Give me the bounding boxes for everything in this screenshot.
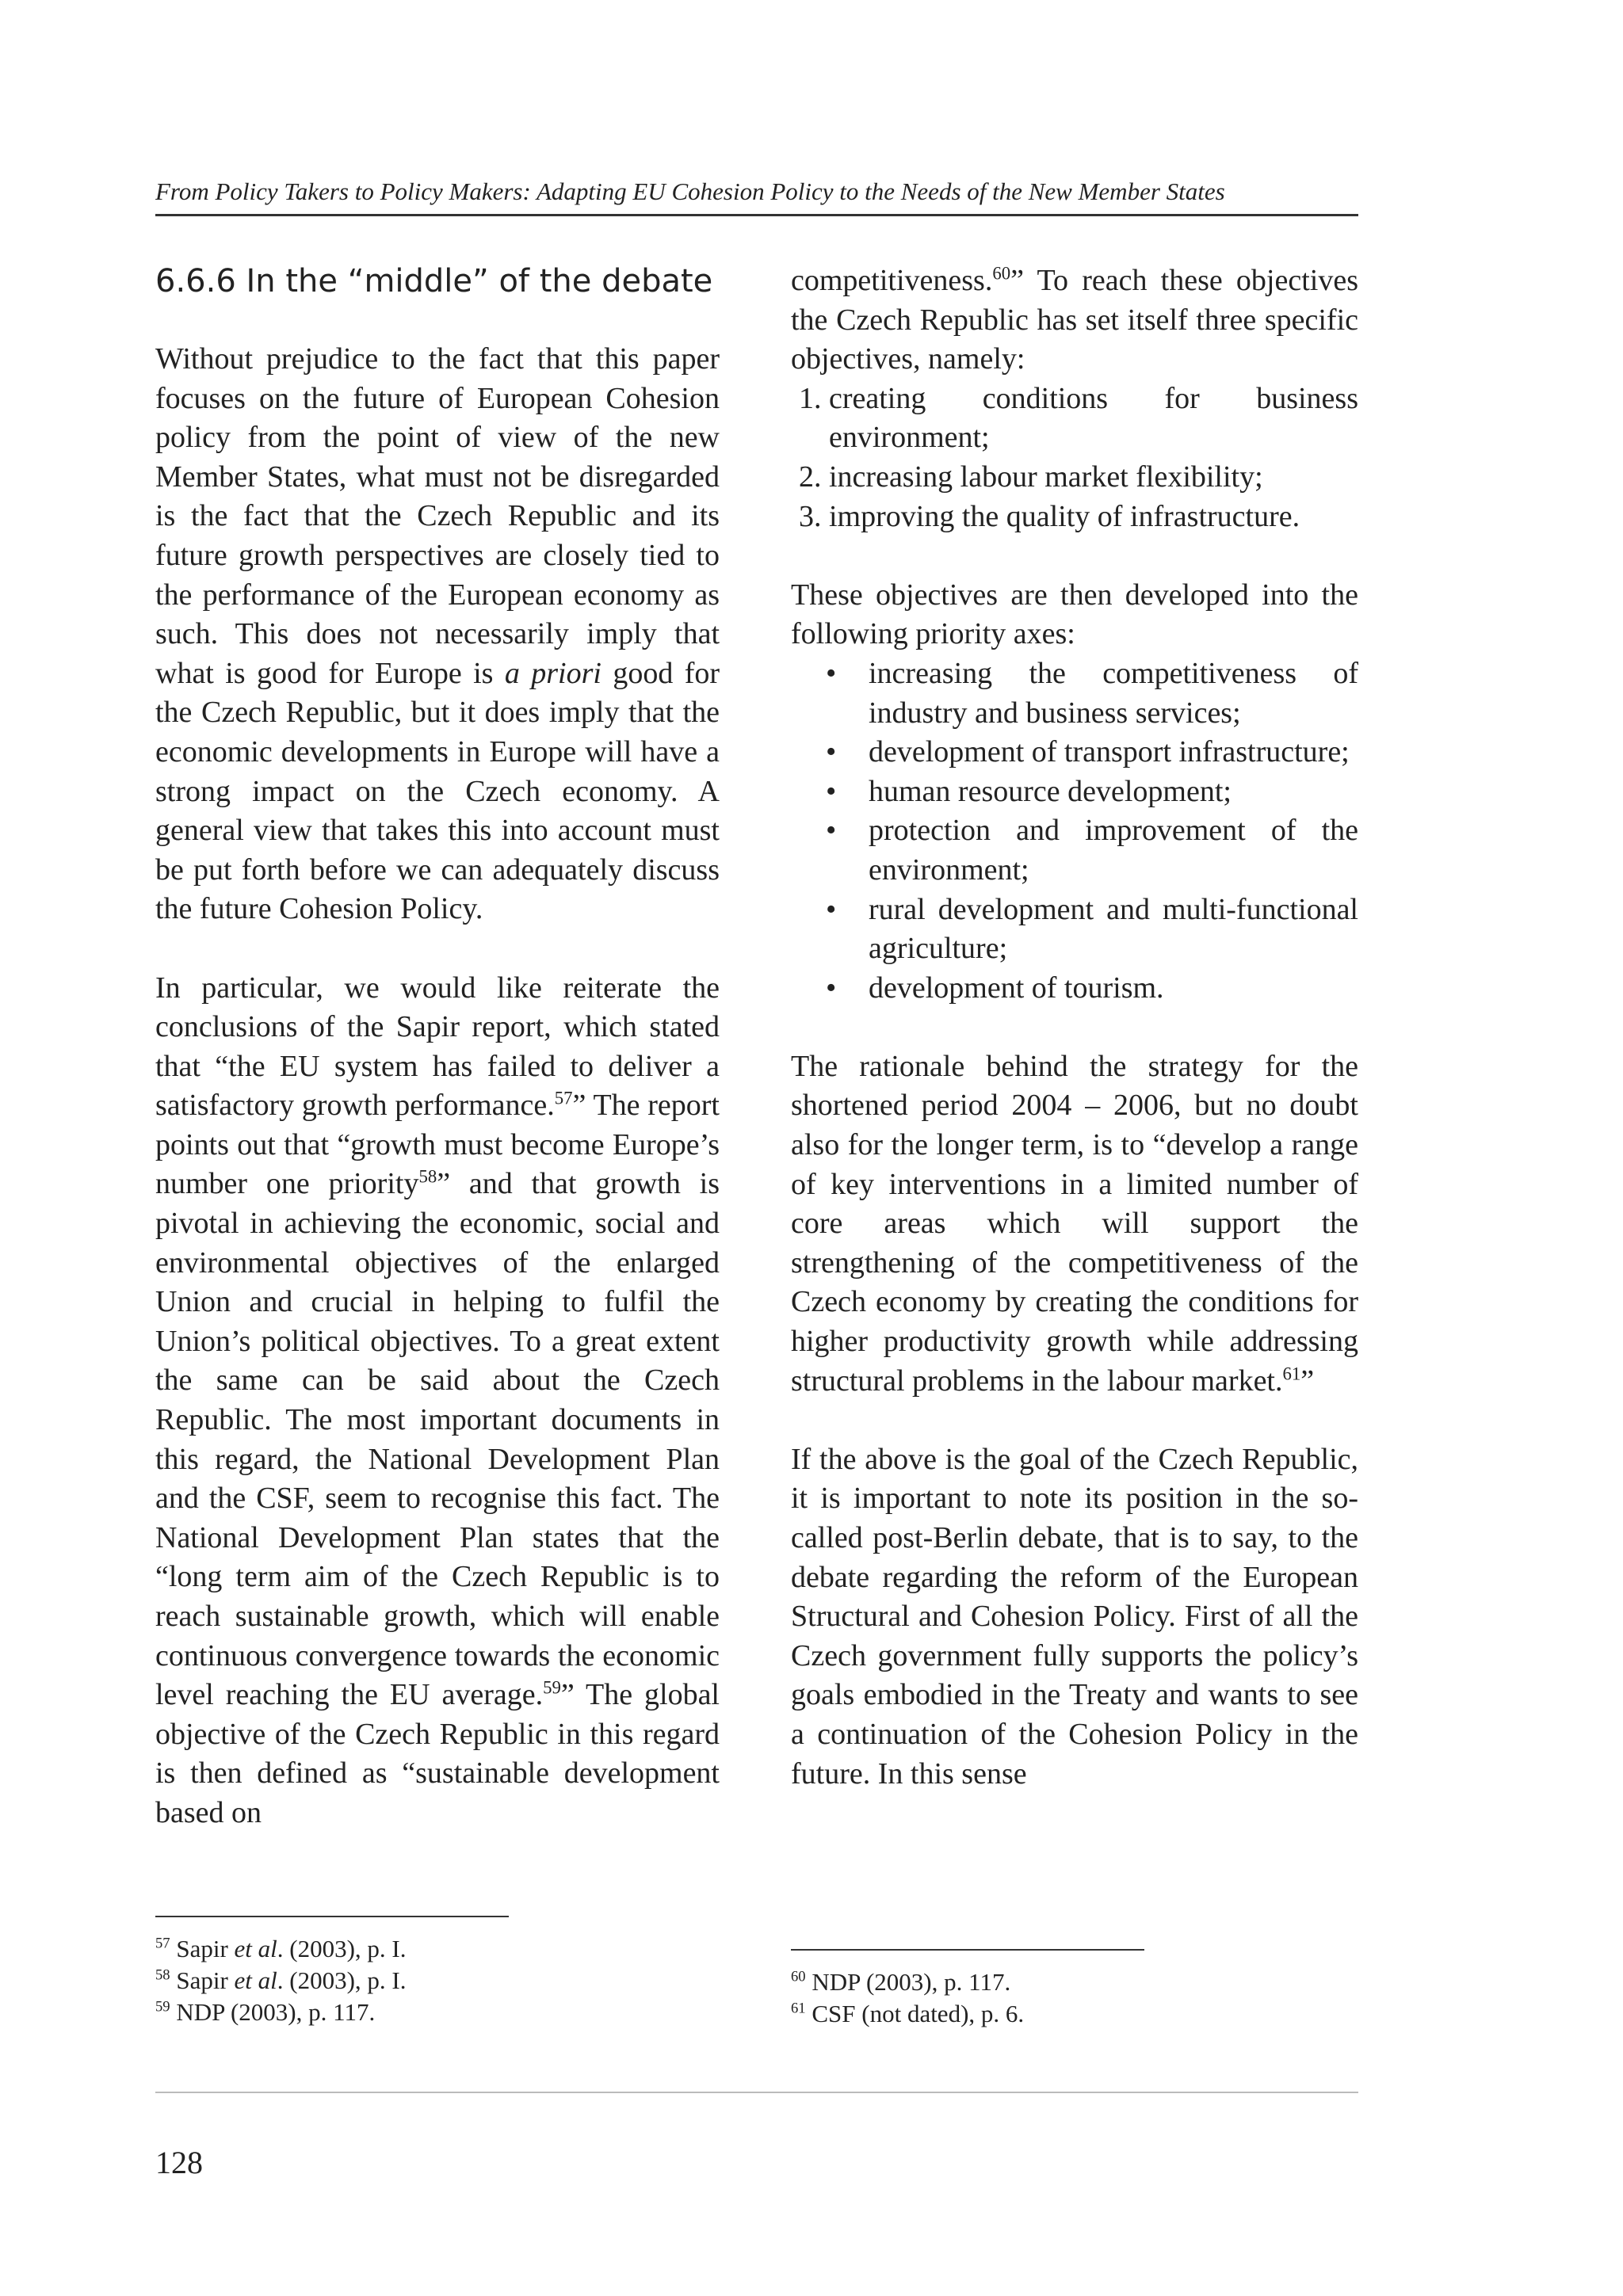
running-header: From Policy Takers to Policy Makers: Adapting EU Cohesion Policy to the Needs of the New Member States xyxy=(155,174,1358,216)
paragraph: The rationale behind the strategy for the shortened period 2004 – 2006, but no doubt also for the longer term, is to “develop a range of key interventions in a limited number of core areas which will support the strengthening of the competitiveness of the Czech economy by creating the conditions for higher productivity growth while addressing structural problems in the labour market.$^{61}$” xyxy=(791,1049,1358,1398)
section-heading: 6.6.6 In the “middle” of the debate xyxy=(155,263,713,299)
paragraph: Without prejudice to the fact that this paper focuses on the future of European Cohesion policy from the point of view of the new Member States, what must not be disregarded is the fact that the Czech Republic and its future growth perspectives are closely tied to the performance of the European economy as such. This does not necessarily imply that what is good for Europe is a priori good for the Czech Republic, but it does imply that the economic developments in Europe will have a strong impact on the Czech economy. A general view that takes this into account must be put forth before we can adequately discuss the future Cohesion Policy. xyxy=(155,342,720,926)
footnote: $^{60}$ NDP (2003), p. 117. xyxy=(791,1968,1011,1996)
footnote-ref: 61 xyxy=(1282,1363,1301,1383)
list-item: • development of transport infrastructure; xyxy=(791,733,1358,772)
bullet-icon: • xyxy=(826,735,837,769)
bullet-list xyxy=(791,654,1358,1008)
footnote-ref: 58 xyxy=(418,1166,437,1187)
list-item: 3. improving the quality of infrastructure. xyxy=(799,499,1300,533)
paragraph: competitiveness.$^{60}$” To reach these objectives the Czech Republic has set itself three specific objectives, namely: xyxy=(791,263,1358,376)
list-item: 1. creating conditions for business environment; xyxy=(799,381,1358,455)
bullet-icon: • xyxy=(826,971,837,1005)
left-column xyxy=(155,261,720,1833)
bottom-rule xyxy=(155,2092,1358,2093)
footnote-ref: 59 xyxy=(543,1677,561,1698)
list-item: 2. increasing labour market flexibility; xyxy=(799,460,1263,494)
footnote-rule xyxy=(791,1949,1144,1951)
footnotes-left xyxy=(155,1933,407,2028)
paragraph: These objectives are then developed into the following priority axes: xyxy=(791,578,1358,651)
bullet-icon: • xyxy=(826,814,837,848)
paragraph: If the above is the goal of the Czech Republic, it is important to note its position in the so-called post-Berlin debate, that is to say, to the debate regarding the reform of the European Structural and Cohesion Policy. First of all the Czech government fully supports the policy’s goals embodied in the Treaty and wants to see a continuation of the Cohesion Policy in the future. In this sense xyxy=(791,1442,1358,1791)
page-number: 128 xyxy=(155,2145,203,2180)
paragraph: In particular, we would like reiterate the conclusions of the Sapir report, which stated that “the EU system has failed to deliver a satisfactory growth performance.$^{57}$” The report points out that “growth must become Europe’s number one priority$^{58}$” and that growth is pivotal in achieving the economic, social and environmental objectives of the enlarged Union and crucial in helping to fulfil the Union’s political objectives. To a great extent the same can be said about the Czech Republic. The most important documents in this regard, the National Development Plan and the CSF, seem to recognise this fact. The National Development Plan states that the “long term aim of the Czech Republic is to reach sustainable growth, which will enable continuous convergence towards the economic level reaching the EU average.$^{59}$” The global objective of the Czech Republic in this regard is then defined as “sustainable development based on xyxy=(155,971,720,1829)
bullet-icon: • xyxy=(826,774,837,808)
footnote: $^{58}$ Sapir et al. (2003), p. I. xyxy=(155,1966,407,1994)
bullet-icon: • xyxy=(826,656,837,690)
list-item: • increasing the competitiveness of industry and business services; xyxy=(791,654,1358,733)
footnotes-right xyxy=(791,1966,1024,2030)
numbered-list xyxy=(791,379,1358,536)
list-item: • human resource development; xyxy=(791,772,1358,812)
list-item: • protection and improvement of the environment; xyxy=(791,811,1358,890)
right-column xyxy=(791,261,1358,1794)
list-item: • development of tourism. xyxy=(791,969,1358,1009)
footnote: $^{57}$ Sapir et al. (2003), p. I. xyxy=(155,1935,407,1962)
footnote: $^{61}$ CSF (not dated), p. 6. xyxy=(791,2000,1025,2027)
footnote-rule xyxy=(155,1916,509,1917)
footnote: $^{59}$ NDP (2003), p. 117. xyxy=(155,1998,376,2026)
footnote-ref: 57 xyxy=(554,1088,573,1108)
bullet-icon: • xyxy=(826,892,837,926)
list-item: • rural development and multi-functional agriculture; xyxy=(791,891,1358,969)
footnote-ref: 60 xyxy=(992,263,1011,284)
